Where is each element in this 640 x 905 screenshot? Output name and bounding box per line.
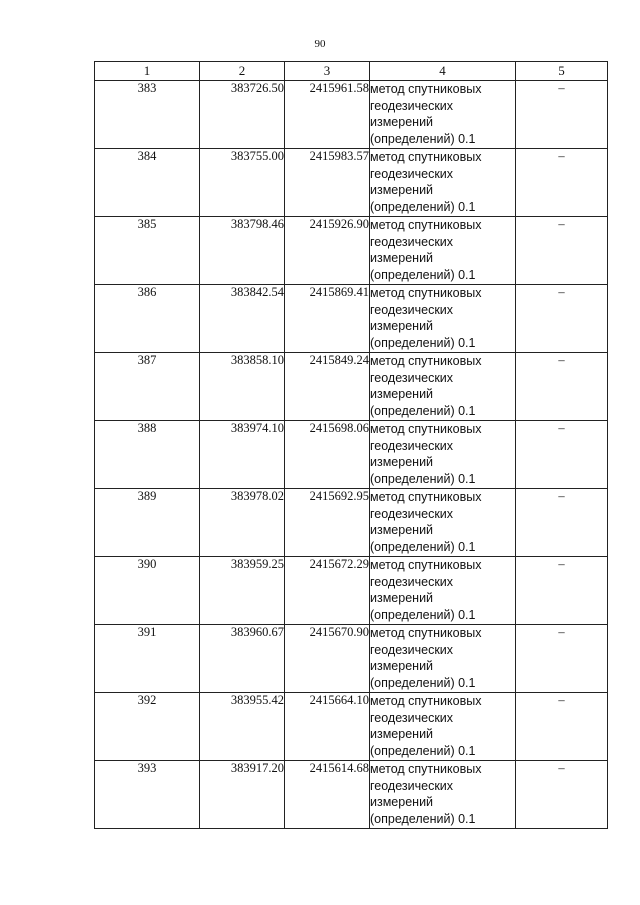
note-dash: – <box>516 217 608 285</box>
method-line: измерений <box>370 523 434 537</box>
table-header-row <box>95 62 608 81</box>
column-header-2: 2 <box>200 62 285 81</box>
method-line: (определений) 0.1 <box>370 539 476 554</box>
coordinate-x: 383842.54 <box>200 285 285 353</box>
method-line: (определений) 0.1 <box>370 403 476 418</box>
coordinate-y: 2415849.24 <box>285 353 370 421</box>
method-line: (определений) 0.1 <box>370 471 476 486</box>
method-line: измерений <box>370 251 434 265</box>
method-description <box>370 285 516 353</box>
table-row <box>95 217 608 285</box>
method-line: метод спутниковых <box>370 354 482 368</box>
table-row <box>95 557 608 625</box>
coordinate-x: 383959.25 <box>200 557 285 625</box>
point-number: 393 <box>95 761 200 829</box>
method-line: (определений) 0.1 <box>370 743 476 758</box>
coordinate-x: 383955.42 <box>200 693 285 761</box>
note-dash: – <box>516 81 608 149</box>
method-line: геодезических <box>370 506 454 521</box>
note-dash: – <box>516 353 608 421</box>
method-line: геодезических <box>370 642 454 657</box>
method-line: геодезических <box>370 98 454 113</box>
coordinate-x: 383726.50 <box>200 81 285 149</box>
method-line: метод спутниковых <box>370 694 482 708</box>
column-header-4: 4 <box>370 62 516 81</box>
column-header-3: 3 <box>285 62 370 81</box>
method-line: (определений) 0.1 <box>370 267 476 282</box>
table-row <box>95 761 608 829</box>
method-description <box>370 81 516 149</box>
coordinate-y: 2415926.90 <box>285 217 370 285</box>
method-description <box>370 557 516 625</box>
method-line: геодезических <box>370 370 454 385</box>
method-line: метод спутниковых <box>370 762 482 776</box>
coordinate-x: 383974.10 <box>200 421 285 489</box>
table-row <box>95 693 608 761</box>
method-line: метод спутниковых <box>370 218 482 232</box>
method-line: (определений) 0.1 <box>370 131 476 146</box>
coordinate-x: 383978.02 <box>200 489 285 557</box>
table-row <box>95 285 608 353</box>
table-row <box>95 421 608 489</box>
method-line: геодезических <box>370 438 454 453</box>
point-number: 386 <box>95 285 200 353</box>
coordinate-y: 2415692.95 <box>285 489 370 557</box>
method-line: измерений <box>370 795 434 809</box>
table-body <box>95 81 608 829</box>
point-number: 391 <box>95 625 200 693</box>
coordinates-table <box>94 61 608 829</box>
method-line: измерений <box>370 455 434 469</box>
coordinate-y: 2415672.29 <box>285 557 370 625</box>
method-description <box>370 421 516 489</box>
method-line: (определений) 0.1 <box>370 675 476 690</box>
method-line: измерений <box>370 659 434 673</box>
coordinate-y: 2415961.58 <box>285 81 370 149</box>
method-description <box>370 489 516 557</box>
coordinate-x: 383960.67 <box>200 625 285 693</box>
point-number: 385 <box>95 217 200 285</box>
column-header-1: 1 <box>95 62 200 81</box>
point-number: 392 <box>95 693 200 761</box>
method-line: метод спутниковых <box>370 286 482 300</box>
method-line: метод спутниковых <box>370 626 482 640</box>
method-line: геодезических <box>370 302 454 317</box>
method-line: метод спутниковых <box>370 558 482 572</box>
note-dash: – <box>516 149 608 217</box>
point-number: 389 <box>95 489 200 557</box>
method-line: измерений <box>370 115 434 129</box>
column-header-5: 5 <box>516 62 608 81</box>
method-description <box>370 149 516 217</box>
method-line: (определений) 0.1 <box>370 335 476 350</box>
point-number: 383 <box>95 81 200 149</box>
note-dash: – <box>516 693 608 761</box>
method-description <box>370 217 516 285</box>
method-line: измерений <box>370 319 434 333</box>
coordinate-x: 383858.10 <box>200 353 285 421</box>
point-number: 387 <box>95 353 200 421</box>
method-line: метод спутниковых <box>370 82 482 96</box>
method-line: геодезических <box>370 574 454 589</box>
point-number: 388 <box>95 421 200 489</box>
method-line: измерений <box>370 727 434 741</box>
method-line: геодезических <box>370 166 454 181</box>
note-dash: – <box>516 761 608 829</box>
method-description <box>370 693 516 761</box>
coordinate-y: 2415698.06 <box>285 421 370 489</box>
note-dash: – <box>516 625 608 693</box>
method-line: метод спутниковых <box>370 150 482 164</box>
method-line: метод спутниковых <box>370 422 482 436</box>
note-dash: – <box>516 285 608 353</box>
note-dash: – <box>516 557 608 625</box>
method-line: геодезических <box>370 778 454 793</box>
point-number: 384 <box>95 149 200 217</box>
method-description <box>370 353 516 421</box>
coordinate-y: 2415983.57 <box>285 149 370 217</box>
method-description <box>370 761 516 829</box>
method-line: (определений) 0.1 <box>370 811 476 826</box>
coordinate-x: 383755.00 <box>200 149 285 217</box>
coordinate-x: 383798.46 <box>200 217 285 285</box>
method-line: метод спутниковых <box>370 490 482 504</box>
table-row <box>95 489 608 557</box>
method-line: измерений <box>370 387 434 401</box>
table-row <box>95 149 608 217</box>
method-line: геодезических <box>370 710 454 725</box>
method-description <box>370 625 516 693</box>
coordinate-y: 2415614.68 <box>285 761 370 829</box>
coordinate-x: 383917.20 <box>200 761 285 829</box>
table-row <box>95 81 608 149</box>
method-line: измерений <box>370 591 434 605</box>
method-line: (определений) 0.1 <box>370 607 476 622</box>
note-dash: – <box>516 421 608 489</box>
point-number: 390 <box>95 557 200 625</box>
coordinate-y: 2415869.41 <box>285 285 370 353</box>
coordinate-y: 2415664.10 <box>285 693 370 761</box>
method-line: измерений <box>370 183 434 197</box>
coordinate-y: 2415670.90 <box>285 625 370 693</box>
table-row <box>95 353 608 421</box>
page-number: 90 <box>314 38 326 50</box>
table-row <box>95 625 608 693</box>
method-line: (определений) 0.1 <box>370 199 476 214</box>
method-line: геодезических <box>370 234 454 249</box>
note-dash: – <box>516 489 608 557</box>
